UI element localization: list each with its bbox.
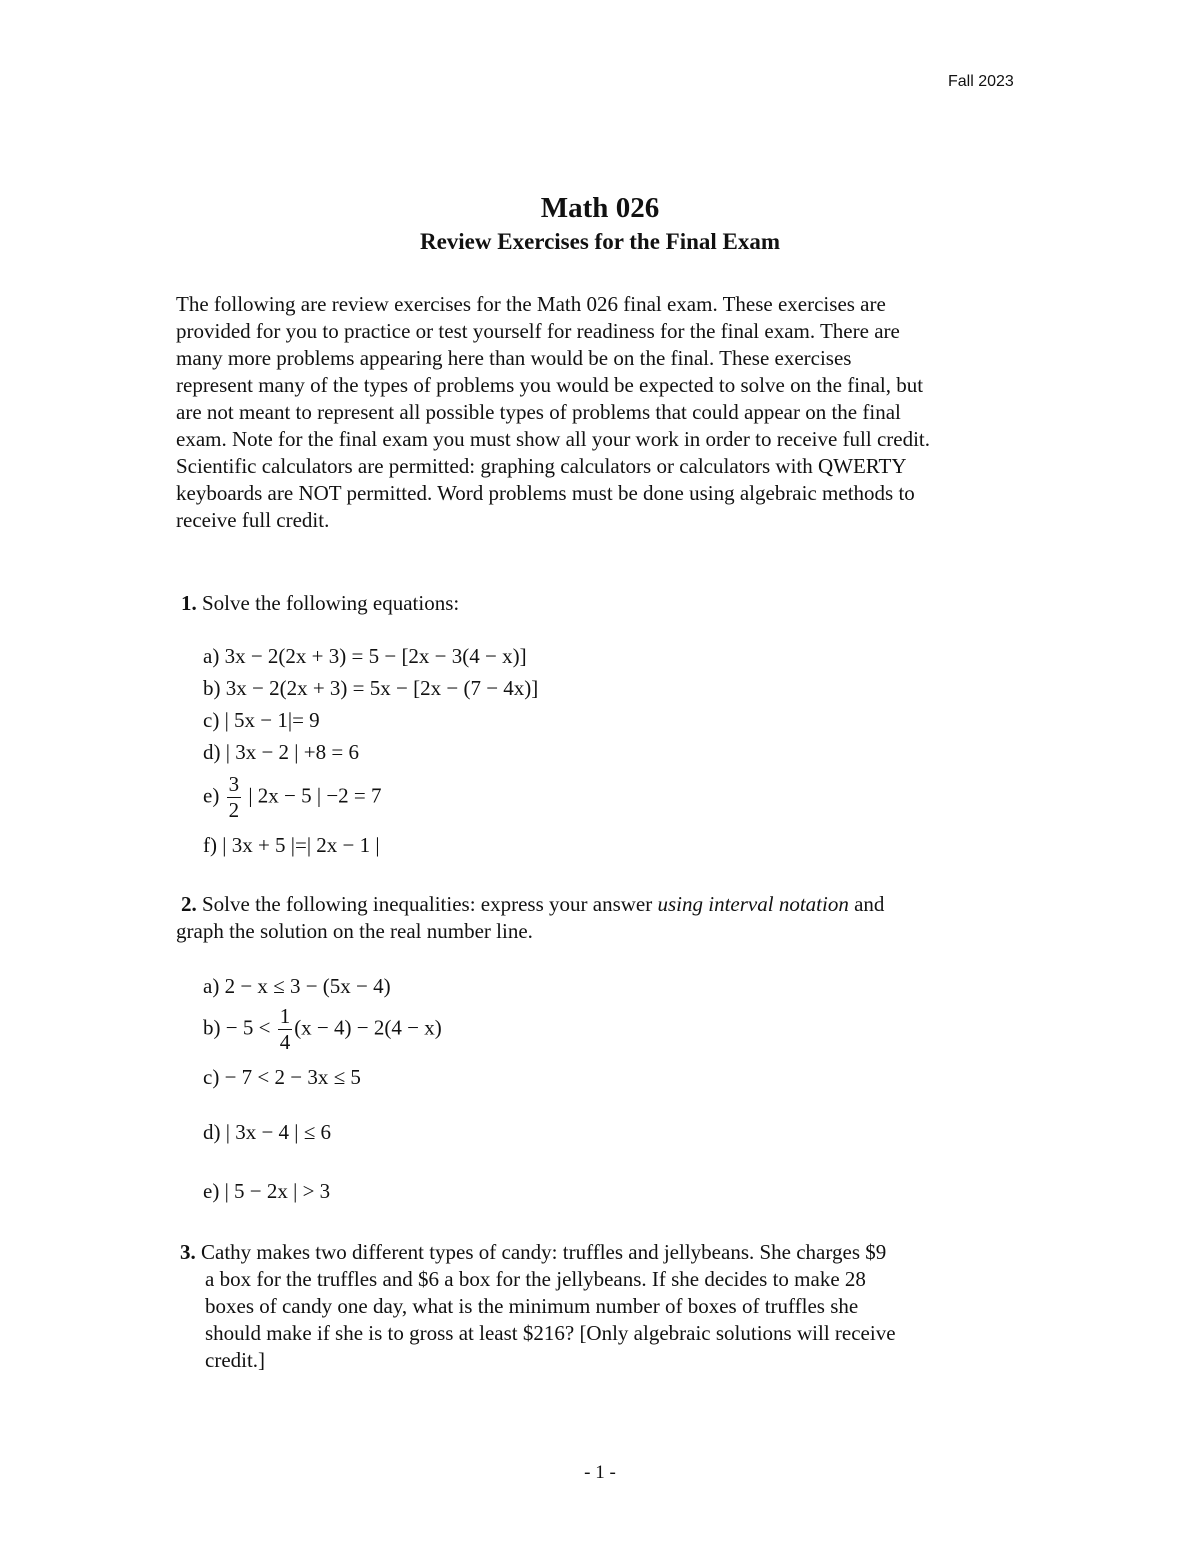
question-3-line xyxy=(180,1239,1010,1266)
question-1-prompt xyxy=(181,590,459,617)
question-emphasis: using interval notation xyxy=(657,892,849,916)
item-label: f) xyxy=(203,833,217,857)
intro-line: The following are review exercises for the Math 026 final exam. These exercises are xyxy=(176,292,886,316)
fraction-numerator: 1 xyxy=(279,1004,291,1028)
question-3-line: a box for the truffles and $6 a box for the jellybeans. If she decides to make 28 xyxy=(205,1267,866,1291)
fraction-denominator: 2 xyxy=(228,798,240,822)
question-3-line: credit.] xyxy=(205,1348,266,1372)
item-label: b) xyxy=(203,676,221,700)
intro-paragraph xyxy=(176,291,1036,534)
intro-line: Scientific calculators are permitted: graphing calculators or calculators with QWERTY xyxy=(176,454,907,478)
fraction xyxy=(227,774,242,821)
equation: | 3x − 2 | +8 = 6 xyxy=(225,740,359,764)
term-label: Fall 2023 xyxy=(948,73,1014,90)
question-text: Solve the following equations: xyxy=(202,591,460,615)
inequality: | 5 − 2x | > 3 xyxy=(224,1179,331,1203)
item-label: d) xyxy=(203,740,221,764)
inequality: 2 − x ≤ 3 − (5x − 4) xyxy=(224,974,391,998)
q1-item-d xyxy=(203,740,359,765)
fraction xyxy=(278,1006,293,1053)
question-number: 2. xyxy=(181,892,197,916)
q1-item-f xyxy=(203,833,380,858)
page-number: - 1 - xyxy=(584,1462,616,1483)
item-label: d) xyxy=(203,1120,221,1144)
intro-line: represent many of the types of problems you would be expected to solve on the final, but xyxy=(176,373,924,397)
equation: 3x − 2(2x + 3) = 5x − [2x − (7 − 4x)] xyxy=(225,676,539,700)
question-3-line: should make if she is to gross at least $216? [Only algebraic solutions will receive xyxy=(205,1321,896,1345)
question-text: and xyxy=(854,892,885,916)
fraction-numerator: 3 xyxy=(228,772,240,796)
intro-line: receive full credit. xyxy=(176,508,330,532)
item-label: e) xyxy=(203,1179,220,1203)
q1-item-c xyxy=(203,708,320,733)
item-label: a) xyxy=(203,644,220,668)
question-number: 3. xyxy=(180,1240,196,1264)
item-label: c) xyxy=(203,708,220,732)
question-3 xyxy=(180,1239,1010,1374)
q2-item-b xyxy=(203,1006,442,1053)
item-label: a) xyxy=(203,974,220,998)
inequality-right: (x − 4) − 2(4 − x) xyxy=(294,1015,442,1040)
fraction-denominator: 4 xyxy=(279,1030,291,1054)
q1-item-e xyxy=(203,774,382,821)
intro-line: provided for you to practice or test yourself for readiness for the final exam. There are xyxy=(176,319,900,343)
equation: 3x − 2(2x + 3) = 5 − [2x − 3(4 − x)] xyxy=(224,644,527,668)
intro-line: keyboards are NOT permitted. Word problems must be done using algebraic methods to xyxy=(176,481,915,505)
question-2-prompt-line2: graph the solution on the real number line. xyxy=(176,919,533,943)
document-title: Math 026 xyxy=(540,192,660,224)
q2-item-a xyxy=(203,974,391,999)
document-subtitle: Review Exercises for the Final Exam xyxy=(419,229,781,254)
inequality-left: − 5 < xyxy=(225,1015,271,1040)
question-text: Solve the following inequalities: express your answer xyxy=(202,892,653,916)
q2-item-e xyxy=(203,1179,330,1204)
intro-line: exam. Note for the final exam you must show all your work in order to receive full credit. xyxy=(176,427,931,451)
q1-item-b xyxy=(203,676,538,701)
question-2-prompt xyxy=(181,891,884,918)
equation: | 2x − 5 | −2 = 7 xyxy=(248,783,382,808)
item-label: e) xyxy=(203,783,220,808)
item-label: b) xyxy=(203,1015,221,1040)
question-number: 1. xyxy=(181,591,197,615)
inequality: | 3x − 4 | ≤ 6 xyxy=(225,1120,332,1144)
intro-line: many more problems appearing here than would be on the final. These exercises xyxy=(176,346,852,370)
equation: | 3x + 5 |=| 2x − 1 | xyxy=(222,833,380,857)
question-text: Cathy makes two different types of candy: truffles and jellybeans. She charges $9 xyxy=(201,1240,887,1264)
question-3-line: boxes of candy one day, what is the minimum number of boxes of truffles she xyxy=(205,1294,859,1318)
intro-line: are not meant to represent all possible types of problems that could appear on the final xyxy=(176,400,901,424)
q2-item-d xyxy=(203,1120,331,1145)
inequality: − 7 < 2 − 3x ≤ 5 xyxy=(224,1065,361,1089)
q1-item-a xyxy=(203,644,527,669)
item-label: c) xyxy=(203,1065,220,1089)
q2-item-c xyxy=(203,1065,361,1090)
equation: | 5x − 1|= 9 xyxy=(224,708,320,732)
